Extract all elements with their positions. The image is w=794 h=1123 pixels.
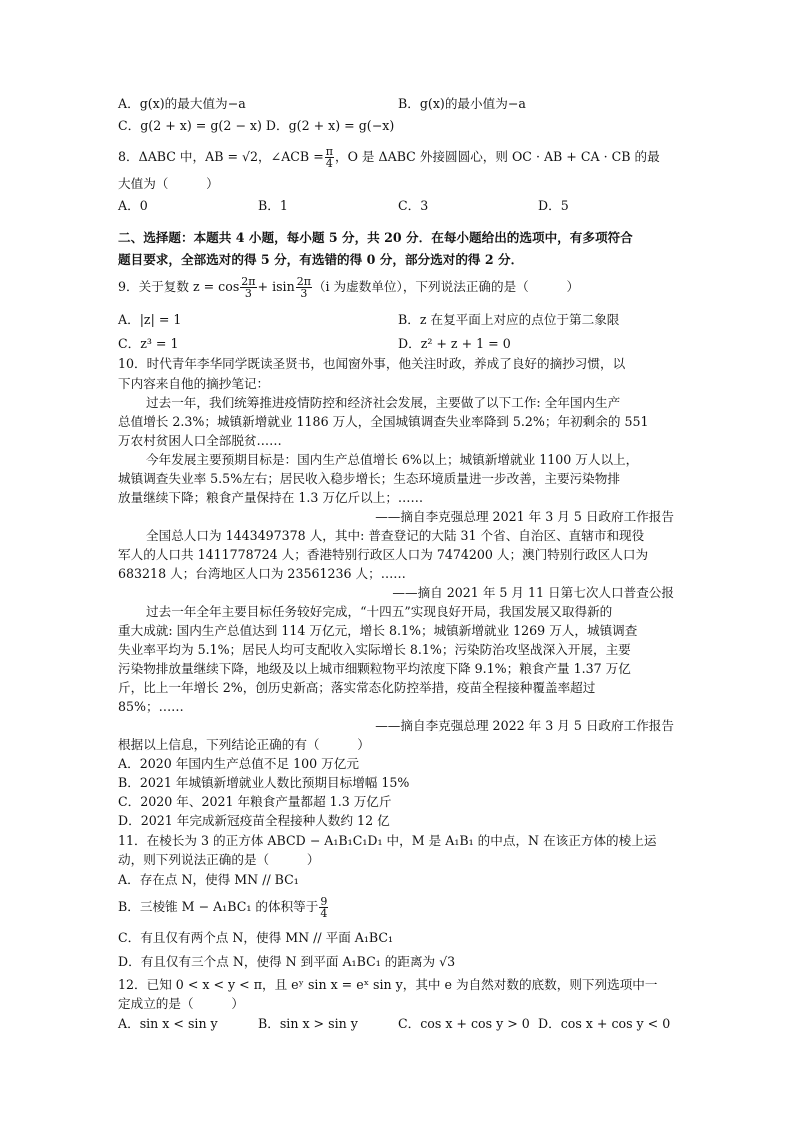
- excerpt-3-line-3: 683218 人；台湾地区人口为 23561236 人；……: [118, 566, 406, 581]
- excerpt-3-line-2: 军人的人口共 1411778724 人；香港特别行政区人口为 7474200 人；澳门特别行政区人口为: [118, 547, 649, 562]
- q11-frac-den: 4: [320, 907, 328, 920]
- q9-option-b: B．z 在复平面上对应的点位于第二象限: [398, 312, 620, 327]
- q8-stem: [118, 146, 678, 169]
- q7-option-cd: C．g(2 + x) = g(2 − x) D．g(2 + x) = g(−x): [118, 118, 395, 133]
- q8-option-d: D．5: [538, 198, 569, 213]
- q8-frac-den: 4: [325, 157, 333, 170]
- q12-option-d: D．cos x + cos y < 0: [538, 1016, 671, 1031]
- q12-option-a: A．sin x < sin y: [118, 1016, 218, 1031]
- q10-option-c: C．2020 年、2021 年粮食产量都超 1.3 万亿斤: [118, 794, 392, 809]
- section-2-heading-cont: 题目要求，全部选对的得 5 分，有选错的得 0 分，部分选对的得 2 分．: [118, 252, 524, 267]
- q10-option-a: A．2020 年国内生产总值不足 100 万亿元: [118, 756, 359, 771]
- q9-frac1-num: 2π: [241, 275, 256, 288]
- q9-fraction-2: [296, 276, 312, 299]
- excerpt-4-line-3: 失业率平均为 5.1%；居民人均可支配收入实际增长 8.1%；污染防治攻坚战深入开展，主要: [118, 642, 631, 657]
- q9-stem-post: （i 为虚数单位），下列说法正确的是（ ）: [312, 279, 580, 294]
- excerpt-3-line-1: 全国总人口为 1443497378 人，其中: 普查登记的大陆 31 个省、自治区、直辖市和现役: [146, 528, 645, 543]
- source-3: ——摘自李克强总理 2022 年 3 月 5 日政府工作报告: [375, 718, 674, 733]
- q9-option-d: D．z² + z + 1 = 0: [398, 336, 511, 351]
- q8-stem-cont: 大值为（ ）: [118, 176, 219, 191]
- excerpt-4-line-6: 85%；……: [118, 699, 184, 714]
- q9-stem: [118, 276, 678, 299]
- excerpt-4-line-2: 重大成就: 国内生产总值达到 114 万亿元，增长 8.1%；城镇新增就业 1269 万人，城镇调查: [118, 623, 638, 638]
- q11-option-d: D．有且仅有三个点 N，使得 N 到平面 A₁BC₁ 的距离为 √3: [118, 954, 456, 969]
- q11-fraction: [319, 896, 328, 919]
- excerpt-2-line-1: 今年发展主要预期目标是：国内生产总值增长 6%以上；城镇新增就业 1100 万人以上，: [146, 452, 639, 467]
- q11-stem: 11．在棱长为 3 的正方体 ABCD − A₁B₁C₁D₁ 中，M 是 A₁B₁ 的中点，N 在该正方体的棱上运: [118, 833, 657, 848]
- q9-stem-mid: + isin: [257, 279, 295, 294]
- q8-frac-num: π: [325, 145, 333, 158]
- q8-fraction: [325, 146, 334, 169]
- q11-option-c: C．有且仅有两个点 N，使得 MN // 平面 A₁BC₁: [118, 930, 394, 945]
- excerpt-1-line-1: 过去一年，我们统筹推进疫情防控和经济社会发展，主要做了以下工作: 全年国内生产: [146, 395, 621, 410]
- excerpt-2-line-3: 放量继续下降；粮食产量保持在 1.3 万亿斤以上；……: [118, 490, 424, 505]
- q10-option-d: D．2021 年完成新冠疫苗全程接种人数约 12 亿: [118, 813, 390, 828]
- excerpt-4-line-4: 污染物排放量继续下降，地级及以上城市细颗粒物平均浓度下降 9.1%；粮食产量 1.37 万亿: [118, 661, 631, 676]
- q8-option-c: C．3: [398, 198, 429, 213]
- excerpt-4-line-1: 过去一年全年主要目标任务较好完成，“十四五”实现良好开局，我国发展又取得新的: [146, 604, 613, 619]
- q11-frac-num: 9: [320, 895, 328, 908]
- q12-stem-cont: 定成立的是（ ）: [118, 996, 244, 1011]
- q9-frac2-num: 2π: [296, 275, 311, 288]
- q8-stem-pre: 8．ΔABC 中，AB = √2，∠ACB =: [118, 149, 324, 164]
- q11-option-b-text: B．三棱锥 M − A₁BC₁ 的体积等于: [118, 899, 319, 914]
- source-1: ——摘自李克强总理 2021 年 3 月 5 日政府工作报告: [375, 509, 674, 524]
- section-2-heading: 二、选择题：本题共 4 小题，每小题 5 分，共 20 分．在每小题给出的选项中，有多项符合: [118, 230, 633, 245]
- q9-frac2-den: 3: [300, 287, 308, 300]
- excerpt-4-line-5: 斤，比上一年增长 2%，创历史新高；落实常态化防控举措，疫苗全程接种覆盖率超过: [118, 680, 596, 695]
- q10-stem-cont: 下内容来自他的摘抄笔记：: [118, 376, 270, 391]
- q11-option-a: A．存在点 N，使得 MN // BC₁: [118, 872, 299, 887]
- q8-option-a: A．0: [118, 198, 148, 213]
- q12-stem: 12．已知 0 < x < y < π，且 eʸ sin x = eˣ sin y，其中 e 为自然对数的底数，则下列选项中一: [118, 977, 658, 992]
- q9-option-a: A．|z| = 1: [118, 312, 182, 327]
- q11-option-b: [118, 896, 678, 919]
- q12-option-c: C．cos x + cos y > 0: [398, 1016, 530, 1031]
- q10-question: 根据以上信息，下列结论正确的有（ ）: [118, 737, 370, 752]
- excerpt-2-line-2: 城镇调查失业率 5.5%左右；居民收入稳步增长；生态环境质量进一步改善，主要污染物排: [118, 471, 620, 486]
- q8-stem-post: ，O 是 ΔABC 外接圆圆心，则 OC · AB + CA · CB 的最: [334, 149, 660, 164]
- q7-option-a: A．g(x)的最大值为−a: [118, 96, 246, 111]
- q10-option-b: B．2021 年城镇新增就业人数比预期目标增幅 15%: [118, 775, 410, 790]
- excerpt-1-line-3: 万农村贫困人口全部脱贫……: [118, 433, 282, 448]
- source-2: ——摘自 2021 年 5 月 11 日第七次人口普查公报: [392, 585, 674, 600]
- q10-stem: 10．时代青年李华同学既读圣贤书，也闻窗外事，他关注时政，养成了良好的摘抄习惯，以: [118, 356, 626, 371]
- q8-option-b: B．1: [258, 198, 288, 213]
- q9-stem-pre: 9．关于复数 z = cos: [118, 279, 240, 294]
- q7-option-b: B．g(x)的最小值为−a: [398, 96, 526, 111]
- q11-stem-cont: 动，则下列说法正确的是（ ）: [118, 852, 320, 867]
- q9-option-c: C．z³ = 1: [118, 336, 179, 351]
- q9-fraction-1: [240, 276, 256, 299]
- q9-frac1-den: 3: [244, 287, 252, 300]
- excerpt-1-line-2: 总值增长 2.3%；城镇新增就业 1186 万人，全国城镇调查失业率降到 5.2%；年初剩余的 551: [118, 414, 649, 429]
- q12-option-b: B．sin x > sin y: [258, 1016, 358, 1031]
